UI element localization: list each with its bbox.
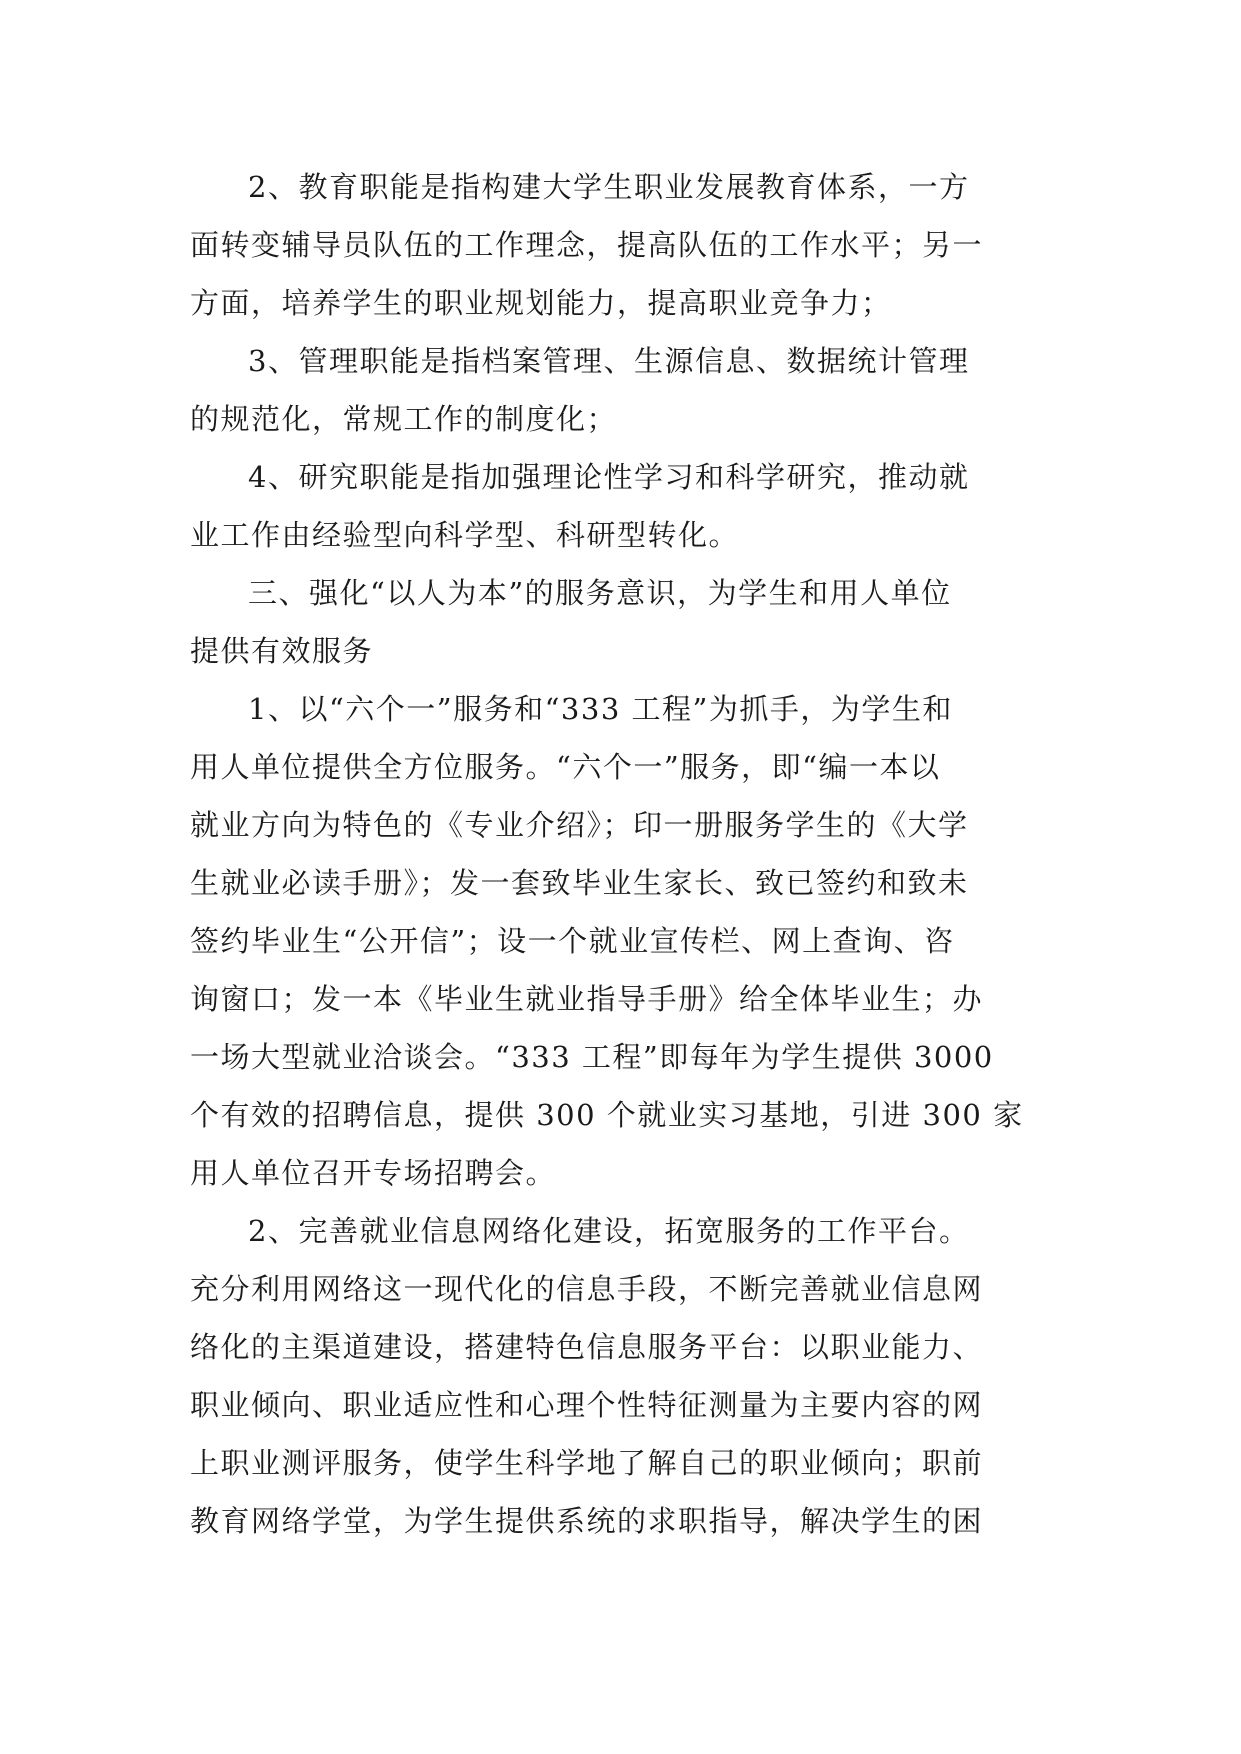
text-line: 2、教育职能是指构建大学生职业发展教育体系，一方 (248, 170, 970, 204)
text-line: 业工作由经验型向科学型、科研型转化。 (190, 518, 740, 552)
paragraph-six-one-service (190, 680, 1055, 1202)
text-line: 一场大型就业洽谈会。“333 工程”即每年为学生提供 3000 (190, 1040, 994, 1074)
text-line: 3、管理职能是指档案管理、生源信息、数据统计管理 (248, 344, 970, 378)
paragraph-research-function (190, 448, 1055, 564)
text-line: 生就业必读手册》；发一套致毕业生家长、致已签约和致未 (190, 866, 969, 900)
section-heading-service-awareness (190, 564, 1055, 680)
document-body (190, 158, 1055, 1550)
text-line: 1、以“六个一”服务和“333 工程”为抓手，为学生和 (248, 692, 953, 726)
text-line: 上职业测评服务，使学生科学地了解自己的职业倾向；职前 (190, 1446, 984, 1480)
paragraph-education-function (190, 158, 1055, 332)
paragraph-management-function (190, 332, 1055, 448)
text-line: 提供有效服务 (190, 634, 374, 668)
text-line: 用人单位召开专场招聘会。 (190, 1156, 557, 1190)
text-line: 面转变辅导员队伍的工作理念，提高队伍的工作水平；另一 (190, 228, 984, 262)
text-line: 职业倾向、职业适应性和心理个性特征测量为主要内容的网 (190, 1388, 984, 1422)
paragraph-network-platform (190, 1202, 1055, 1550)
text-line: 询窗口；发一本《毕业生就业指导手册》给全体毕业生；办 (190, 982, 984, 1016)
text-line: 用人单位提供全方位服务。“六个一”服务，即“编一本以 (190, 750, 941, 784)
text-line: 的规范化，常规工作的制度化； (190, 402, 618, 436)
text-line: 2、完善就业信息网络化建设，拓宽服务的工作平台。 (248, 1214, 970, 1248)
text-line: 方面，培养学生的职业规划能力，提高职业竞争力； (190, 286, 892, 320)
text-line: 4、研究职能是指加强理论性学习和科学研究，推动就 (248, 460, 970, 494)
text-line: 个有效的招聘信息，提供 300 个就业实习基地，引进 300 家 (190, 1098, 1024, 1132)
text-line: 充分利用网络这一现代化的信息手段，不断完善就业信息网 (190, 1272, 984, 1306)
text-line: 就业方向为特色的《专业介绍》；印一册服务学生的《大学 (190, 808, 969, 842)
text-line: 教育网络学堂，为学生提供系统的求职指导，解决学生的困 (190, 1504, 984, 1538)
text-line: 络化的主渠道建设，搭建特色信息服务平台：以职业能力、 (190, 1330, 984, 1364)
text-line: 三、强化“以人为本”的服务意识，为学生和用人单位 (248, 576, 952, 610)
text-line: 签约毕业生“公开信”；设一个就业宣传栏、网上查询、咨 (190, 924, 955, 958)
